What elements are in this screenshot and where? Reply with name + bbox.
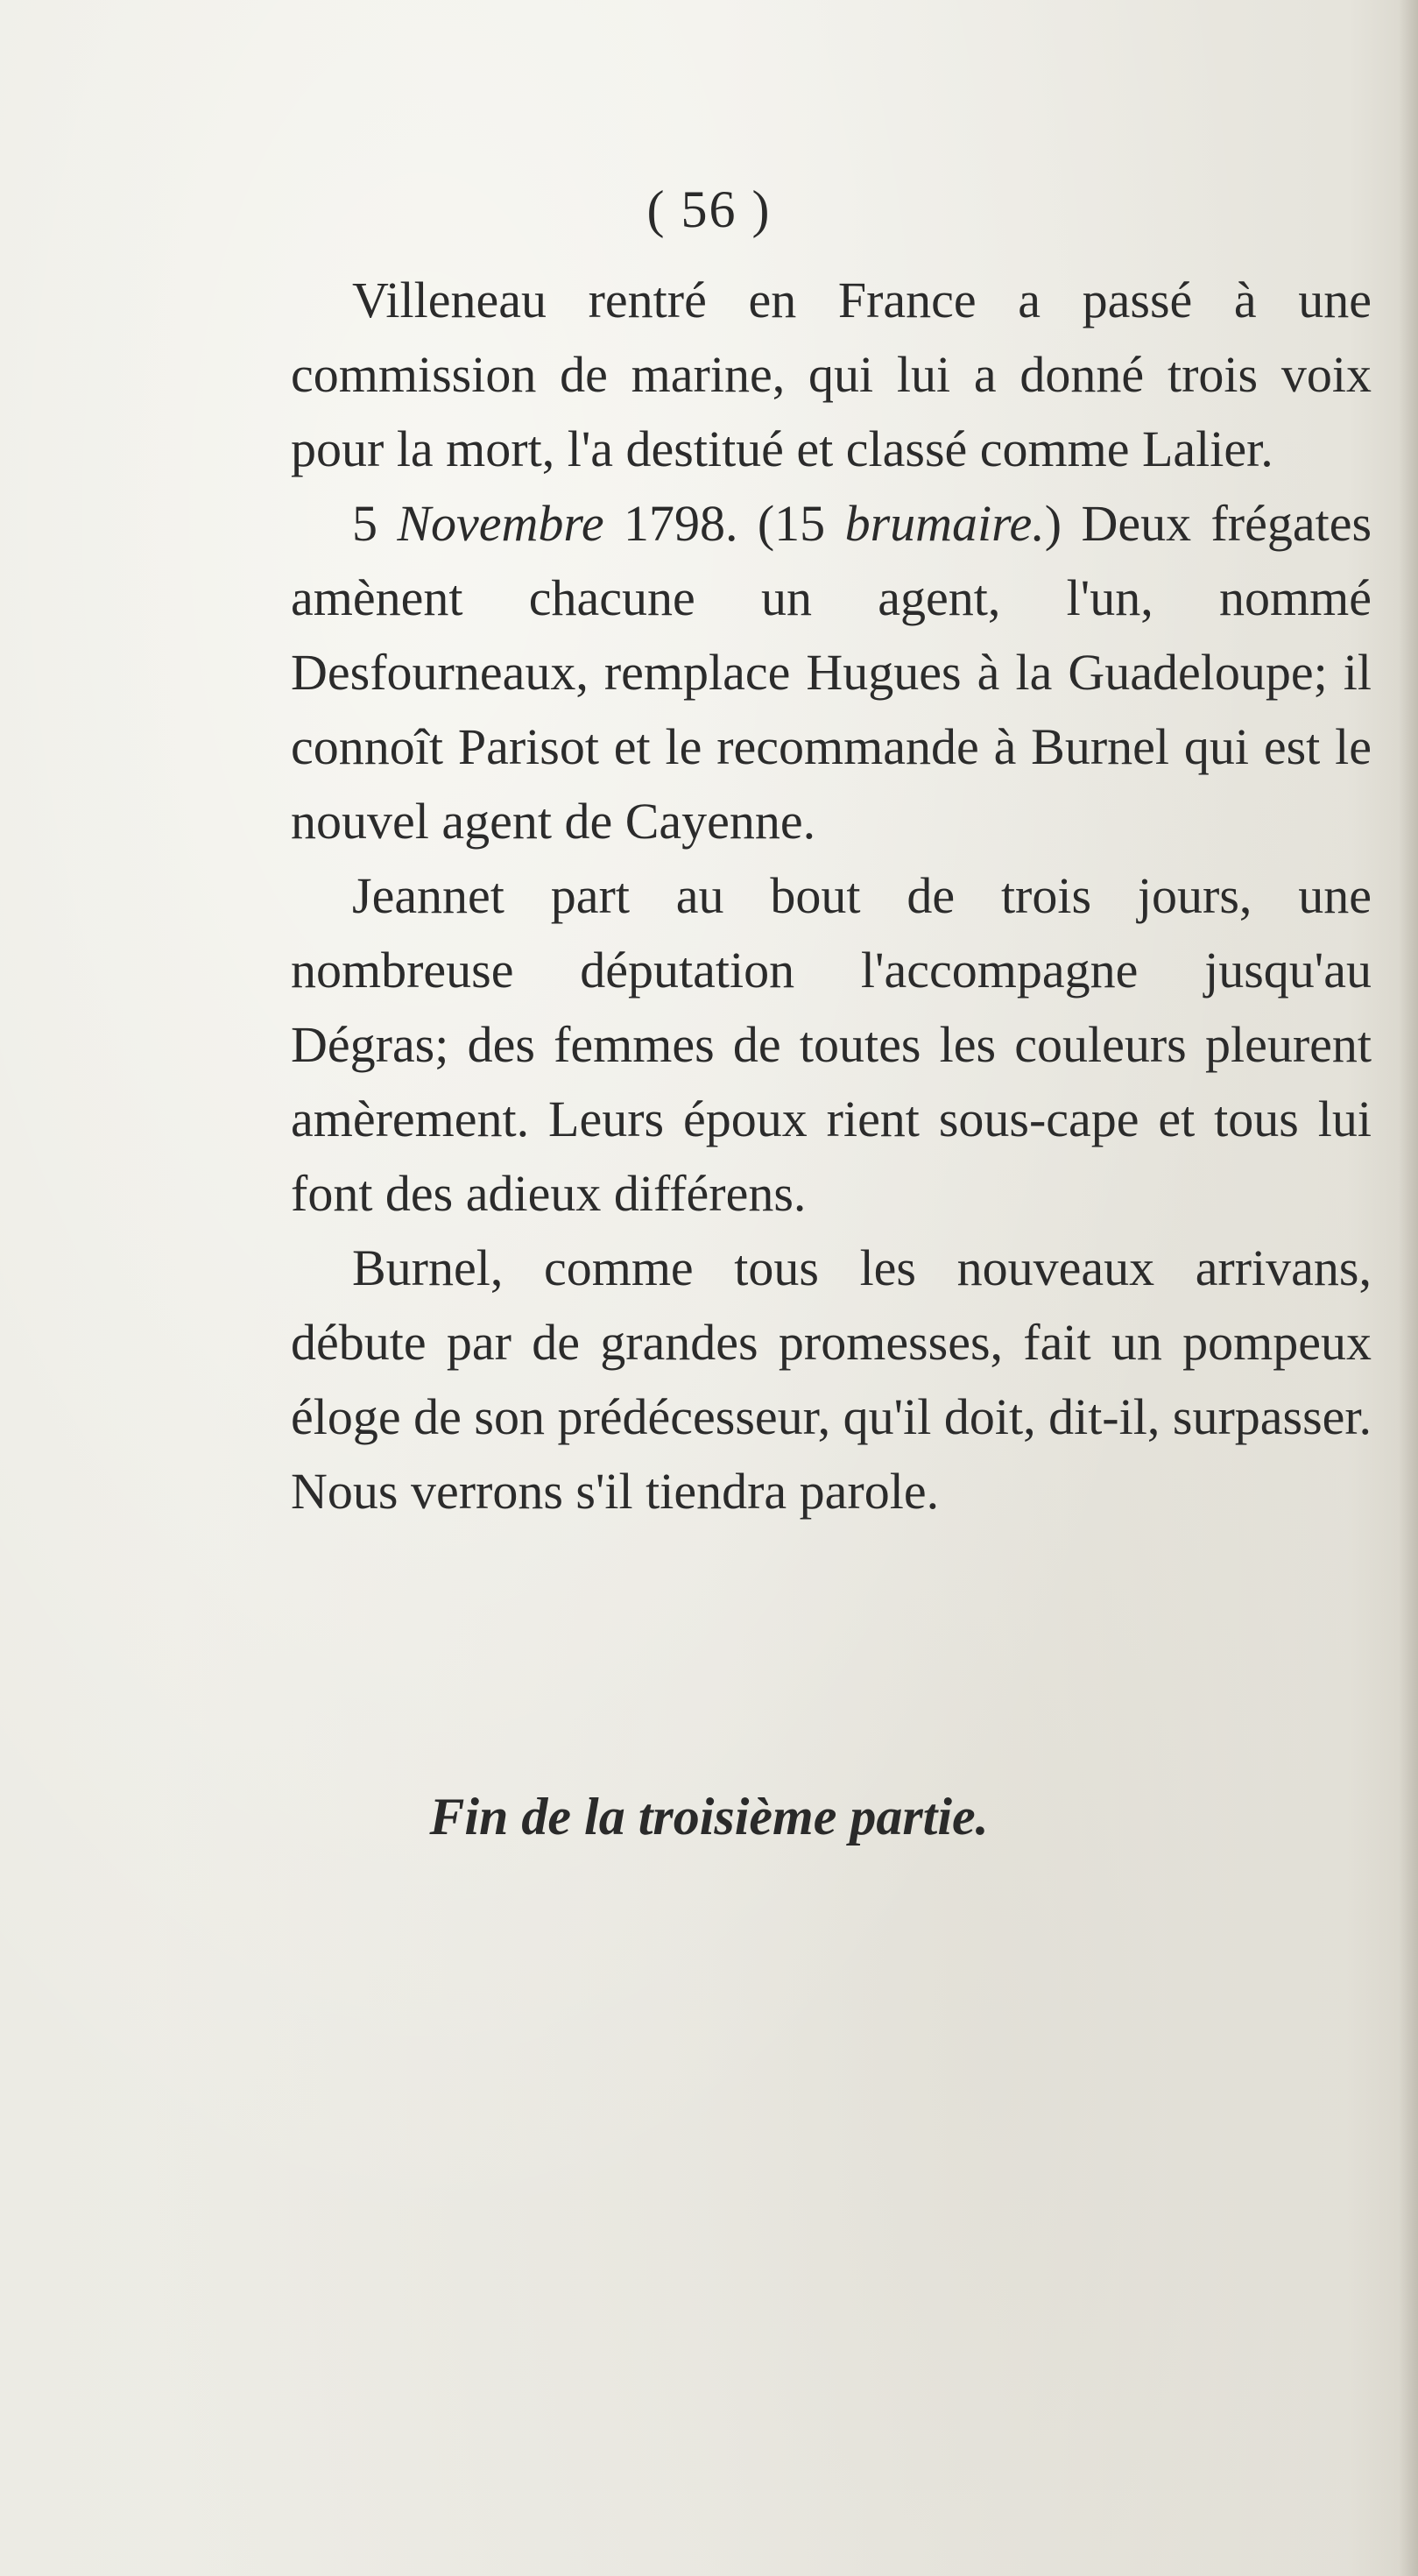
part-closing-line: Fin de la troisième partie. [429,1788,989,1846]
paragraph-3: Jeannet part au bout de trois jours, une nombreuse députation l'accompagne jusqu'au Dégras; des femmes de toutes les couleurs pleurent amèrement. Leurs époux rient sous-cape et tous lui font des adieux différens. [291,867,1372,1222]
paragraph-2 [291,486,1372,858]
date-day: 5 [352,495,377,552]
paragraph-1: Villeneau rentré en France a passé à une commission de marine, qui lui a donné trois voix pour la mort, l'a destitué et classé comme Lalier. [291,272,1372,477]
page-edge-shadow [1399,0,1418,2576]
page-number: ( 56 ) [646,180,772,238]
paragraph-2-text: ) Deux frégates amènent chacune un agent, l'un, nommé Desfourneaux, remplace Hugues à la Guadeloupe; il connoît Parisot et le recommande à Burnel qui est le nouvel agent de Cayenne. [291,495,1372,850]
date-month: Novembre [397,495,604,552]
republican-date-open: (15 [757,495,826,552]
date-year: 1798. [623,495,738,552]
republican-month: brumaire. [844,495,1045,552]
body-text [291,263,1372,1528]
paragraph-4: Burnel, comme tous les nouveaux arrivans, débute par de grandes promesses, fait un pompeux éloge de son prédécesseur, qu'il doit, dit-il, surpasser. Nous verrons s'il tiendra parole. [291,1239,1372,1520]
